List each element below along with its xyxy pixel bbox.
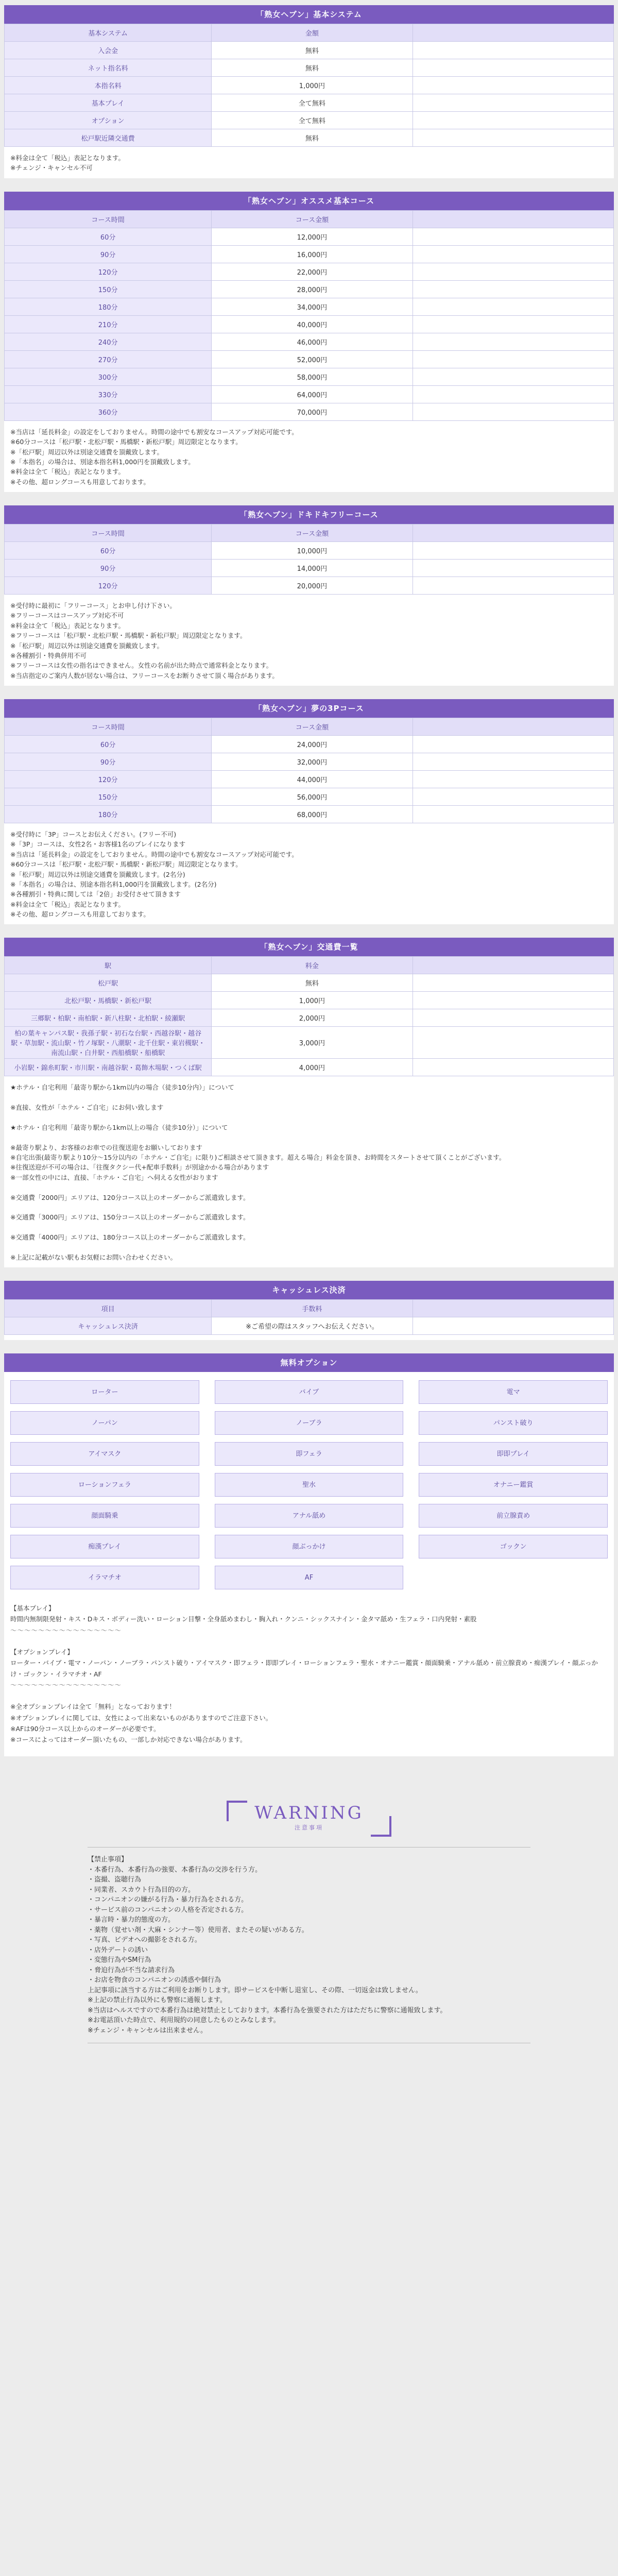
row-empty [413, 1317, 613, 1335]
table-row [5, 368, 614, 385]
note-line: ※フリーコースは女性の指名はできません。女性の名前が出た時点で通常料金となります。 [10, 662, 273, 670]
row-value: 全て無料 [212, 94, 413, 112]
row-value: 1,000円 [212, 77, 413, 94]
table-row [5, 59, 614, 77]
row-value: 無料 [212, 129, 413, 147]
note-line: ※全オプションプレイは全て「無料」となっております！ [10, 1703, 176, 1711]
option-item: 聖水 [215, 1473, 404, 1497]
column-header: コース金額 [212, 524, 413, 542]
note-line: ※当店指定のご案内人数が居ない場合は、フリーコースをお断りさせて頂く場合があります。 [10, 671, 279, 680]
row-empty [413, 263, 613, 280]
section-title: 無料オプション [4, 1353, 614, 1372]
basic-play-heading: 【基本プレイ】 [10, 1604, 55, 1613]
column-header: コース時間 [5, 718, 212, 736]
table-row [5, 42, 614, 59]
table-row [5, 1027, 614, 1059]
note-line: ★ホテル・自宅利用「最寄り駅から1km以上の場合（徒歩10分）」について [10, 1123, 228, 1131]
note-line: ※AFは90分コース以上からのオーダーが必要です。 [10, 1724, 160, 1733]
table-row [5, 315, 614, 333]
row-label: 基本プレイ [5, 94, 212, 112]
row-label: 松戸駅近隣交通費 [5, 129, 212, 147]
row-label: 360分 [5, 403, 212, 420]
row-value: 68,000円 [212, 806, 413, 823]
table-row [5, 974, 614, 992]
row-empty [413, 1059, 613, 1076]
row-empty [413, 315, 613, 333]
note-line: ・変態行為やSM行為 [88, 1956, 151, 1964]
section-title: 「熟女ヘブン」オススメ基本コース [4, 192, 614, 210]
row-label: 210分 [5, 315, 212, 333]
option-item: パンスト破り [419, 1411, 608, 1435]
row-label: 60分 [5, 542, 212, 560]
free-course-table [4, 524, 614, 595]
row-value: 28,000円 [212, 280, 413, 298]
row-empty [413, 403, 613, 420]
section-title: 「熟女ヘブン」ドキドキフリーコース [4, 505, 614, 524]
table-row [5, 263, 614, 280]
row-label: オプション [5, 112, 212, 129]
section-title: キャッシュレス決済 [4, 1281, 614, 1299]
note-line: ・同業者、スカウト行為目的の方。 [88, 1886, 195, 1894]
note-line: ※オプションプレイに関しては、女性によって出来ないものがありますのでご注意下さい。 [10, 1714, 272, 1722]
row-label: 120分 [5, 577, 212, 595]
row-value: 10,000円 [212, 542, 413, 560]
threep-course-section [4, 699, 614, 924]
note-line [10, 1202, 608, 1212]
row-value: 52,000円 [212, 350, 413, 368]
note-line: ※当店は「延長料金」の設定をしておりません。時間の途中でも割安なコースアップ対応可能です。 [10, 428, 298, 436]
row-empty [413, 577, 613, 595]
row-value: 全て無料 [212, 112, 413, 129]
row-value: 無料 [212, 59, 413, 77]
cashless-section [4, 1281, 614, 1340]
row-value: 46,000円 [212, 333, 413, 350]
note-line: ・暴言時・暴力的態度の方。 [88, 1916, 175, 1924]
note-line: ※フリーコースは「松戸駅・北松戸駅・馬橋駅・新松戸駅」周辺限定となります。 [10, 632, 247, 640]
notes [4, 147, 614, 173]
option-item: 即フェラ [215, 1442, 404, 1466]
empty-header [413, 1300, 613, 1317]
note-line: ※料金は全て「税込」表記となります。 [10, 468, 125, 476]
bracket-decoration [227, 1801, 247, 1821]
note-line: ※お電話頂いた時点で、利用規約の同意したものとみなします。 [88, 2016, 280, 2025]
note-line [10, 1182, 608, 1192]
note-line: ・お店を物食のコンパニオンの誘惑や個行為 [88, 1976, 221, 1985]
empty-header [413, 210, 613, 228]
note-line: ※受付時に最初に「フリーコース」とお申し付け下さい。 [10, 602, 176, 609]
note-line: ※交通費「2000円」エリアは、120分コース以上のオーダーからご派遣致します。 [10, 1193, 250, 1201]
column-header: 手数料 [212, 1300, 413, 1317]
row-empty [413, 753, 613, 771]
option-item: 電マ [419, 1380, 608, 1404]
row-empty [413, 788, 613, 806]
row-label: 入会金 [5, 42, 212, 59]
row-empty [413, 280, 613, 298]
free-course-section [4, 505, 614, 686]
row-empty [413, 806, 613, 823]
row-empty [413, 129, 613, 147]
row-label: 240分 [5, 333, 212, 350]
bracket-decoration [371, 1816, 391, 1837]
note-line: ★ホテル・自宅利用「最寄り駅から1km以内の場合（徒歩10分内）」について [10, 1083, 234, 1092]
option-item: オナニー鑑賞 [419, 1473, 608, 1497]
row-label: 90分 [5, 245, 212, 263]
row-value: 22,000円 [212, 263, 413, 280]
row-value: 70,000円 [212, 403, 413, 420]
transport-table [4, 956, 614, 1076]
table-row [5, 577, 614, 595]
note-line: ※その他、超ロングコースも用意しております。 [10, 910, 150, 918]
table-row [5, 806, 614, 823]
row-value: 無料 [212, 974, 413, 992]
transport-section [4, 938, 614, 1267]
row-value: ※ご希望の際はスタッフへお伝えください。 [212, 1317, 413, 1335]
note-line: ※「3P」コースは、女性2名・お客様1名のプレイになります [10, 840, 186, 849]
note-line: ※チェンジ・キャンセルは出来ません。 [88, 2026, 207, 2035]
table-row [5, 333, 614, 350]
row-label: 本指名料 [5, 77, 212, 94]
empty-header [413, 24, 613, 42]
note-line: ※60分コースは「松戸駅・北松戸駅・馬橋駅・新松戸駅」周辺限定となります。 [10, 438, 242, 446]
note-line: ※往復送迎が不可の場合は、「往復タクシー代+配車手数料」が別途かかる場合があります [10, 1163, 269, 1172]
warning-list [88, 1847, 530, 2043]
note-line: ※チェンジ・キャンセル不可 [10, 164, 93, 172]
tilde-divider: 〜〜〜〜〜〜〜〜〜〜〜〜〜〜〜〜 [10, 1626, 122, 1634]
table-row [5, 385, 614, 403]
row-empty [413, 974, 613, 992]
tilde-divider: 〜〜〜〜〜〜〜〜〜〜〜〜〜〜〜〜 [10, 1681, 122, 1689]
warning-area [0, 1770, 618, 2054]
column-header: コース金額 [212, 718, 413, 736]
row-label: 270分 [5, 350, 212, 368]
note-line: ※受付時に「3P」コースとお伝えください。(フリー不可) [10, 831, 177, 838]
note-line: ※最寄り駅より、お客様のお車での往復送迎をお願いしております [10, 1143, 202, 1151]
table-row [5, 350, 614, 368]
option-item: 顔面騎乗 [10, 1504, 199, 1528]
note-line: ※フリーコースはコースアップ対応不可 [10, 612, 124, 620]
row-empty [413, 542, 613, 560]
option-item: ローター [10, 1380, 199, 1404]
cashless-table [4, 1299, 614, 1335]
row-label: 180分 [5, 806, 212, 823]
section-title: 「熟女ヘブン」夢の3Pコース [4, 699, 614, 718]
row-empty [413, 245, 613, 263]
row-label: 300分 [5, 368, 212, 385]
threep-course-table [4, 718, 614, 823]
note-line: ※「松戸駅」周辺以外は別途交通費を頂戴致します。 [10, 448, 163, 456]
option-item: ローションフェラ [10, 1473, 199, 1497]
table-row [5, 298, 614, 315]
note-line: 【禁止事項】 [88, 1856, 128, 1864]
column-header: コース金額 [212, 210, 413, 228]
table-row [5, 1009, 614, 1027]
row-value: 24,000円 [212, 736, 413, 753]
note-line: ※各種割引・特典併用不可 [10, 651, 87, 659]
notes [4, 1076, 614, 1262]
warning-subtitle: 注意事項 [295, 1824, 323, 1832]
note-line [10, 1113, 608, 1123]
row-value: 4,000円 [212, 1059, 413, 1076]
option-item: ノーパン [10, 1411, 199, 1435]
row-empty [413, 350, 613, 368]
row-value: 14,000円 [212, 560, 413, 577]
row-value: 12,000円 [212, 228, 413, 245]
table-row [5, 1317, 614, 1335]
table-row [5, 228, 614, 245]
note-line [10, 1093, 608, 1103]
note-line: ※料金は全て「税込」表記となります。 [10, 621, 125, 630]
basic-system-section [4, 5, 614, 178]
table-row [5, 736, 614, 753]
note-line [10, 1242, 608, 1252]
row-value: 無料 [212, 42, 413, 59]
note-line: ※「松戸駅」周辺以外は別途交通費を頂戴致します。 [10, 641, 163, 650]
section-title: 「熟女ヘブン」基本システム [4, 5, 614, 24]
row-empty [413, 59, 613, 77]
note-line: ※自宅出張(最寄り駅より10分〜15分以内の「ホテル・ご自宅」に限り)ご相談させて頂きます。超える場合」料金を頂き、お時間をスタートさせて頂くことがございます。 [10, 1154, 506, 1161]
option-item: アナル舐め [215, 1504, 404, 1528]
option-item: バイブ [215, 1380, 404, 1404]
empty-header [413, 718, 613, 736]
empty-header [413, 524, 613, 542]
row-label: 松戸駅 [5, 974, 212, 992]
row-label: 小岩駅・錦糸町駅・市川駅・南越谷駅・葛飾木場駅・つくば駅 [5, 1059, 212, 1076]
note-line: ※60分コースは「松戸駅・北松戸駅・馬橋駅・新松戸駅」周辺限定となります。 [10, 860, 242, 869]
row-value: 64,000円 [212, 385, 413, 403]
options-grid [4, 1372, 614, 1597]
note-line: ※直接、女性が「ホテル・ご自宅」にお伺い致します [10, 1104, 164, 1112]
table-row [5, 403, 614, 420]
option-play-text: ローター・バイブ・電マ・ノーパン・ノーブラ・パンスト破り・アイマスク・即フェラ・即即プレイ・ローションフェラ・聖水・オナニー鑑賞・顔面騎乗・アナル舐め・前立腺責め・痴漢プレイ・顔ぶっかけ・ゴックン・イラマチオ・AF [10, 1659, 598, 1678]
option-item: ノーブラ [215, 1411, 404, 1435]
column-header: コース時間 [5, 524, 212, 542]
row-label: 120分 [5, 771, 212, 788]
row-label: 150分 [5, 280, 212, 298]
row-label: 180分 [5, 298, 212, 315]
table-row [5, 1059, 614, 1076]
table-row [5, 560, 614, 577]
row-value: 58,000円 [212, 368, 413, 385]
note-line: ※「本指名」の場合は、別途本指名料1,000円を頂戴致します。 [10, 457, 195, 466]
row-value: 20,000円 [212, 577, 413, 595]
row-value: 34,000円 [212, 298, 413, 315]
table-row [5, 788, 614, 806]
table-row [5, 280, 614, 298]
row-label: 90分 [5, 560, 212, 577]
warning-title: WARNING [254, 1803, 364, 1824]
row-empty [413, 333, 613, 350]
note-line: ※上記の禁止行為以外にも警察に通報します。 [88, 1996, 227, 2005]
notes [4, 421, 614, 487]
option-play-heading: 【オプションプレイ】 [10, 1648, 74, 1656]
row-empty [413, 368, 613, 385]
empty-header [413, 957, 613, 974]
row-empty [413, 77, 613, 94]
note-line: 上記事項に該当する方はご利用をお断りします。即サービスを中断し退室し、その際、一切返金は致しません。 [88, 1986, 422, 1994]
option-item: AF [215, 1566, 404, 1589]
row-label: 60分 [5, 228, 212, 245]
notes [4, 823, 614, 919]
play-details [4, 1597, 614, 1751]
option-item: 痴漢プレイ [10, 1535, 199, 1558]
notes [10, 1701, 608, 1745]
note-line: ・写真、ビデオへの撮影をされる方。 [88, 1936, 201, 1944]
row-empty [413, 298, 613, 315]
free-options-section [4, 1353, 614, 1756]
table-row [5, 94, 614, 112]
note-line: ・コンパニオンの嫌がる行為・暴力行為をされる方。 [88, 1896, 248, 1904]
table-row [5, 542, 614, 560]
option-item: 前立腺責め [419, 1504, 608, 1528]
note-line: ・店外デートの誘い [88, 1946, 148, 1954]
row-empty [413, 112, 613, 129]
basic-system-table [4, 24, 614, 147]
table-row [5, 771, 614, 788]
row-value: 56,000円 [212, 788, 413, 806]
row-empty [413, 1027, 613, 1059]
row-empty [413, 385, 613, 403]
column-header: 駅 [5, 957, 212, 974]
note-line: ※当店はヘルスですので本番行為は絶対禁止としております。本番行為を強要された方はただちに警察に通報致します。 [88, 2006, 447, 2014]
row-empty [413, 94, 613, 112]
recommend-course-table [4, 210, 614, 421]
note-line: ※その他、超ロングコースも用意しております。 [10, 478, 150, 486]
note-line: ※交通費「4000円」エリアは、180分コース以上のオーダーからご派遣致します。 [10, 1233, 250, 1241]
row-value: 44,000円 [212, 771, 413, 788]
column-header: 基本システム [5, 24, 212, 42]
row-empty [413, 560, 613, 577]
note-line [10, 1223, 608, 1232]
table-row [5, 992, 614, 1009]
row-empty [413, 228, 613, 245]
recommend-course-section [4, 192, 614, 492]
option-item: アイマスク [10, 1442, 199, 1466]
row-value: 2,000円 [212, 1009, 413, 1027]
row-empty [413, 42, 613, 59]
note-line: ・盗撮、盗聴行為 [88, 1876, 142, 1884]
table-row [5, 77, 614, 94]
section-title: 「熟女ヘブン」交通費一覧 [4, 938, 614, 956]
option-item: イラマチオ [10, 1566, 199, 1589]
row-label: ネット指名料 [5, 59, 212, 77]
row-empty [413, 771, 613, 788]
row-label: 330分 [5, 385, 212, 403]
row-label: 三郷駅・柏駅・南柏駅・新八柱駅・北柏駅・綾瀬駅 [5, 1009, 212, 1027]
row-value: 16,000円 [212, 245, 413, 263]
option-item: 即即プレイ [419, 1442, 608, 1466]
note-line: ※一部女性の中には、直接、「ホテル・ご自宅」へ伺える女性がおります [10, 1173, 218, 1181]
note-line: ※コースによってはオーダー頂いたもの、一部しか対応できない場合があります。 [10, 1736, 247, 1744]
row-label: 北松戸駅・馬橋駅・新松戸駅 [5, 992, 212, 1009]
note-line: ・サービス前のコンパニオンの人格を否定される方。 [88, 1906, 248, 1914]
table-row [5, 112, 614, 129]
row-label: 120分 [5, 263, 212, 280]
note-line: ※料金は全て「税込」表記となります。 [10, 900, 125, 908]
note-line: ※「本指名」の場合は、別途本指名料1,000円を頂戴致します。(2名分) [10, 880, 217, 888]
row-empty [413, 992, 613, 1009]
column-header: 料金 [212, 957, 413, 974]
row-value: 3,000円 [212, 1027, 413, 1059]
column-header: 項目 [5, 1300, 212, 1317]
row-label: 150分 [5, 788, 212, 806]
table-row [5, 245, 614, 263]
note-line: ※当店は「延長料金」の設定をしておりません。時間の途中でも割安なコースアップ対応可能です。 [10, 850, 298, 858]
row-label: キャッシュレス決済 [5, 1317, 212, 1335]
warning-title-block [227, 1801, 391, 1837]
note-line: ※交通費「3000円」エリアは、150分コース以上のオーダーからご派遣致します。 [10, 1213, 250, 1222]
note-line: ※上記に記載がない駅もお気軽にお問い合わせください。 [10, 1253, 177, 1261]
column-header: コース時間 [5, 210, 212, 228]
row-empty [413, 736, 613, 753]
notes [4, 595, 614, 681]
note-line: ※各種割引・特典に関しては「2倍」お受付させて頂きます [10, 890, 181, 899]
note-line [10, 1132, 608, 1142]
note-line: ・脅迫行為が不当な請求行為 [88, 1966, 175, 1974]
row-label: 60分 [5, 736, 212, 753]
table-row [5, 129, 614, 147]
option-item: 顔ぶっかけ [215, 1535, 404, 1558]
note-line: ・薬物（覚せい剤・大麻・シンナー等）使用者、またその疑いがある方。 [88, 1926, 308, 1934]
row-empty [413, 1009, 613, 1027]
note-line: ※料金は全て「税込」表記となります。 [10, 154, 125, 162]
note-line: ・本番行為、本番行為の強要、本番行為の交渉を行う方。 [88, 1866, 262, 1874]
column-header: 金額 [212, 24, 413, 42]
row-label: 90分 [5, 753, 212, 771]
row-value: 32,000円 [212, 753, 413, 771]
table-row [5, 753, 614, 771]
row-value: 40,000円 [212, 315, 413, 333]
basic-play-text: 時間内無制限発射・キス・Dキス・ボディー洗い・ローション目撃・全身舐めまわし・胸入れ・クンニ・シックスナイン・金タマ舐め・生フェラ・口内発射・素股 [10, 1615, 477, 1623]
row-value: 1,000円 [212, 992, 413, 1009]
option-item: ゴックン [419, 1535, 608, 1558]
row-label: 柏の葉キャンパス駅・我孫子駅・初石な台駅・西越谷駅・越谷駅・草加駅・流山駅・竹ノ塚駅・八潮駅・北千住駅・東岩槻駅・南流山駅・白井駅・西船橋駅・船橋駅 [5, 1027, 212, 1059]
note-line: ※「松戸駅」周辺以外は別途交通費を頂戴致します。(2名分) [10, 870, 185, 878]
